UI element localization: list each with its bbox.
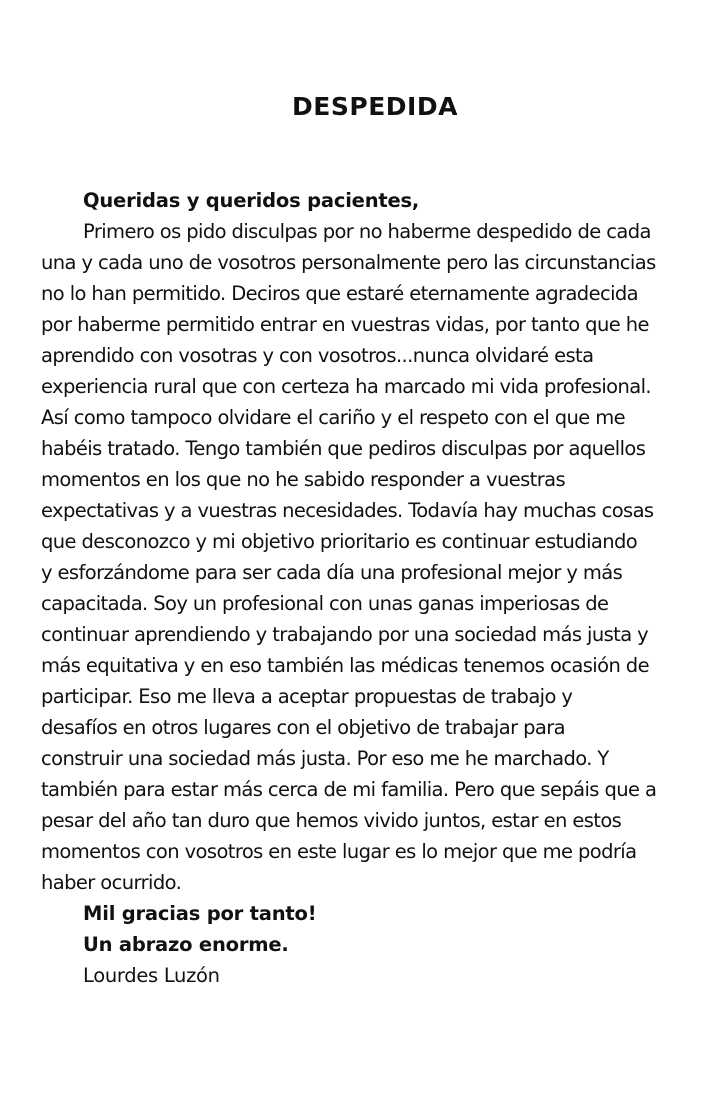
paragraph-line: pesar del año tan duro que hemos vivido juntos, estar en estos	[41, 809, 622, 832]
paragraph-line: Así como tampoco olvidare el cariño y el respeto con el que me	[41, 406, 626, 429]
paragraph-line: construir una sociedad más justa. Por eso me he marchado. Y	[41, 747, 609, 770]
letter-body	[41, 185, 687, 991]
paragraph-line: más equitativa y en eso también las médicas tenemos ocasión de	[41, 654, 649, 677]
closing-thanks: Mil gracias por tanto!	[83, 902, 317, 925]
paragraph-line: participar. Eso me lleva a aceptar propuestas de trabajo y	[41, 685, 573, 708]
paragraph-line: una y cada uno de vosotros personalmente pero las circunstancias	[41, 251, 656, 274]
paragraph-line: experiencia rural que con certeza ha marcado mi vida profesional.	[41, 375, 652, 398]
paragraph-line: no lo han permitido. Deciros que estaré eternamente agradecida	[41, 282, 639, 305]
paragraph-line: Primero os pido disculpas por no haberme despedido de cada	[83, 220, 651, 243]
paragraph-line: habéis tratado. Tengo también que pediros disculpas por aquellos	[41, 437, 646, 460]
paragraph-line: aprendido con vosotras y con vosotros...nunca olvidaré esta	[41, 344, 594, 367]
paragraph-line: por haberme permitido entrar en vuestras vidas, por tanto que he	[41, 313, 649, 336]
paragraph-line: haber ocurrido.	[41, 871, 182, 894]
paragraph-line: también para estar más cerca de mi familia. Pero que sepáis que a	[41, 778, 657, 801]
paragraph-line: expectativas y a vuestras necesidades. Todavía hay muchas cosas	[41, 499, 654, 522]
closing-hug: Un abrazo enorme.	[83, 933, 289, 956]
letter-title: DESPEDIDA	[292, 92, 458, 121]
paragraph-line: capacitada. Soy un profesional con unas ganas imperiosas de	[41, 592, 609, 615]
paragraph-line: que desconozco y mi objetivo prioritario es continuar estudiando	[41, 530, 638, 553]
signature: Lourdes Luzón	[83, 964, 220, 987]
paragraph-line: momentos con vosotros en este lugar es lo mejor que me podría	[41, 840, 637, 863]
paragraph-line: y esforzándome para ser cada día una profesional mejor y más	[41, 561, 623, 584]
letter-greeting: Queridas y queridos pacientes,	[83, 189, 420, 212]
paragraph-line: desafíos en otros lugares con el objetivo de trabajar para	[41, 716, 565, 739]
paragraph-line: momentos en los que no he sabido responder a vuestras	[41, 468, 566, 491]
paragraph-line: continuar aprendiendo y trabajando por una sociedad más justa y	[41, 623, 649, 646]
